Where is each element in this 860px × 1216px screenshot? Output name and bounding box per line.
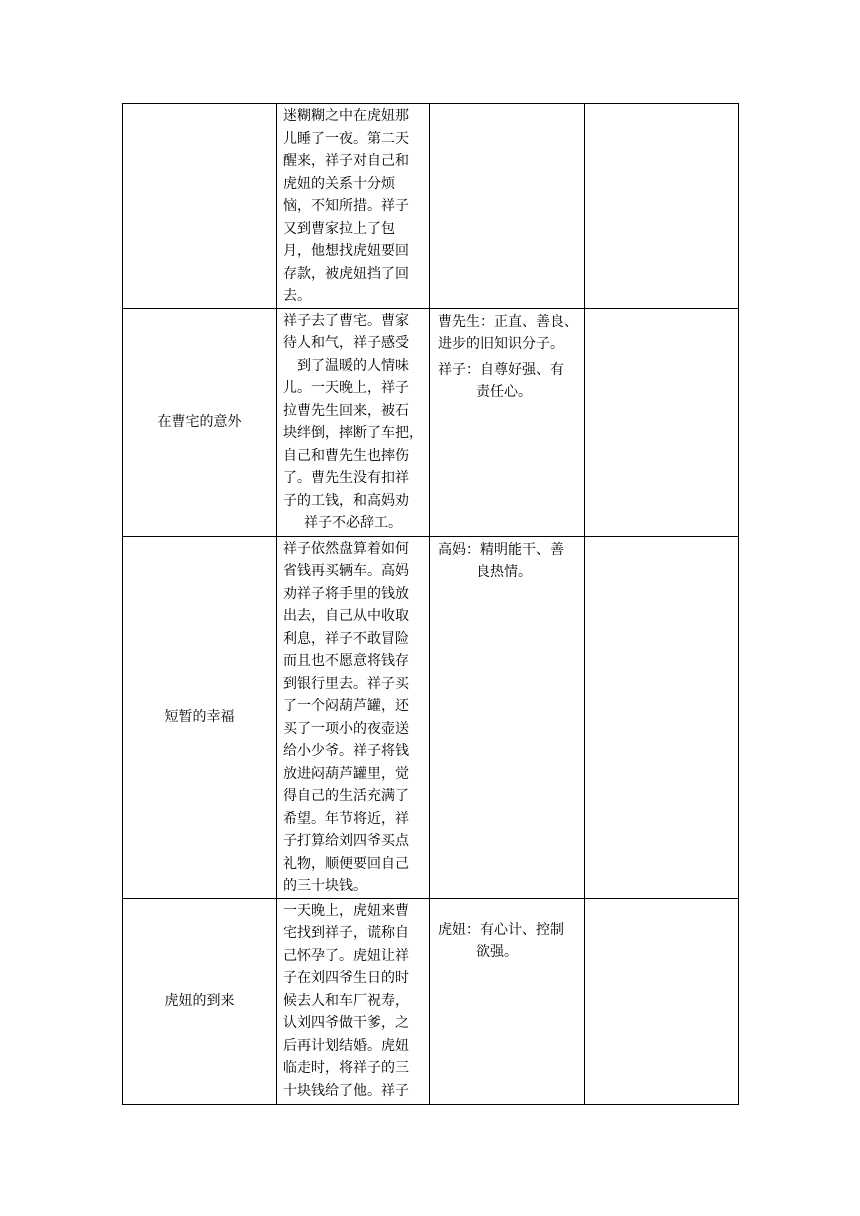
story-line: 子打算给刘四爷买点 [283, 833, 409, 849]
story-line: 的三十块钱。 [283, 878, 367, 894]
story-line: 去。 [283, 288, 311, 304]
story-line: 子在刘四爷生日的时 [283, 970, 409, 986]
story-summary-cell [277, 898, 430, 1104]
summary-table [122, 103, 739, 1105]
table-row [123, 104, 739, 309]
story-line: 儿。一天晚上，祥子 [283, 380, 409, 396]
story-line: 祥子依然盘算着如何 [283, 540, 409, 557]
story-line: 得自己的生活充满了 [283, 788, 409, 804]
story-summary-cell [277, 104, 430, 309]
character-entry [438, 919, 580, 964]
character-line: 祥子：自尊好强、有 [438, 361, 564, 378]
story-line: 礼物，顺便要回自己 [283, 855, 409, 872]
chapter-title-cell [123, 308, 277, 536]
story-line: 劝祥子将手里的钱放 [283, 585, 409, 602]
character-line: 虎妞：有心计、控制 [438, 921, 564, 938]
story-line: 恼，不知所措。祥子 [283, 198, 409, 214]
story-line: 虎妞的关系十分烦 [283, 175, 395, 192]
story-line: 省钱再买辆车。高妈 [283, 563, 409, 579]
story-line: 迷糊糊之中在虎妞那 [283, 108, 409, 124]
story-line: 存款，被虎妞挡了回 [283, 265, 409, 282]
character-line: 欲强。 [476, 944, 518, 960]
chapter-title: 在曹宅的意外 [157, 414, 242, 430]
story-line: 醒来，祥子对自己和 [283, 153, 409, 169]
chapter-title-cell [123, 104, 277, 309]
story-line: 月，他想找虎妞要回 [283, 243, 409, 259]
story-line: 己怀孕了。虎妞让祥 [283, 947, 409, 964]
story-line: 到了温暖的人情味 [297, 357, 409, 374]
story-line: 十块钱给了他。祥子 [283, 1082, 409, 1099]
empty-cell [585, 308, 739, 536]
story-line: 出去，自己从中收取 [283, 608, 409, 624]
story-line: 宅找到祥子，谎称自 [283, 925, 409, 941]
story-line: 又到曹家拉上了包 [283, 220, 395, 237]
chapter-title-cell [123, 536, 277, 898]
character-analysis-cell [430, 536, 585, 898]
table-row [123, 308, 739, 536]
character-entry [438, 539, 580, 584]
story-line: 希望。年节将近，祥 [283, 810, 409, 827]
character-analysis-cell [430, 898, 585, 1104]
story-line: 给小少爷。祥子将钱 [283, 743, 409, 759]
story-line: 自己和曹先生也摔伤 [283, 447, 409, 464]
story-line: 利息，祥子不敢冒险 [283, 630, 409, 647]
character-entry [438, 359, 580, 404]
story-line: 祥子不必辞工。 [304, 515, 402, 531]
character-line: 进步的旧知识分子。 [438, 336, 564, 352]
chapter-title: 虎妞的到来 [164, 993, 235, 1009]
empty-cell [585, 536, 739, 898]
story-line: 一天晚上，虎妞来曹 [283, 902, 409, 919]
chapter-title-cell [123, 898, 277, 1104]
character-line: 高妈：精明能干、善 [438, 541, 564, 558]
story-line: 认刘四爷做干爹，之 [283, 1015, 409, 1031]
story-line: 到银行里去。祥子买 [283, 675, 409, 692]
story-line: 了一个闷葫芦罐，还 [283, 698, 409, 714]
table-row [123, 536, 739, 898]
story-line: 子的工钱，和高妈劝 [283, 492, 409, 509]
character-analysis-cell [430, 308, 585, 536]
story-summary-cell [277, 536, 430, 898]
story-line: 后再计划结婚。虎妞 [283, 1037, 409, 1054]
story-line: 拉曹先生回来，被石 [283, 402, 409, 419]
empty-cell [585, 104, 739, 309]
story-line: 临走时，将祥子的三 [283, 1060, 409, 1076]
story-line: 买了一项小的夜壶送 [283, 720, 409, 737]
story-line: 祥子去了曹宅。曹家 [283, 312, 409, 329]
character-line: 良热情。 [476, 564, 532, 580]
character-analysis-cell [430, 104, 585, 309]
story-line: 块绊倒，摔断了车把， [283, 425, 423, 441]
table-row [123, 898, 739, 1104]
character-entry [438, 311, 580, 356]
story-line: 放进闷葫芦罐里，觉 [283, 765, 409, 782]
character-line: 责任心。 [476, 384, 532, 400]
story-line: 而且也不愿意将钱存 [283, 653, 409, 669]
story-line: 儿睡了一夜。第二天 [283, 130, 409, 147]
story-line: 候去人和车厂祝寿， [283, 992, 409, 1009]
empty-cell [585, 898, 739, 1104]
story-summary-cell [277, 308, 430, 536]
character-line: 曹先生：正直、善良、 [438, 313, 578, 330]
chapter-title: 短暂的幸福 [164, 709, 235, 725]
story-line: 待人和气，祥子感受 [283, 335, 409, 351]
story-line: 了。曹先生没有扣祥 [283, 470, 409, 486]
